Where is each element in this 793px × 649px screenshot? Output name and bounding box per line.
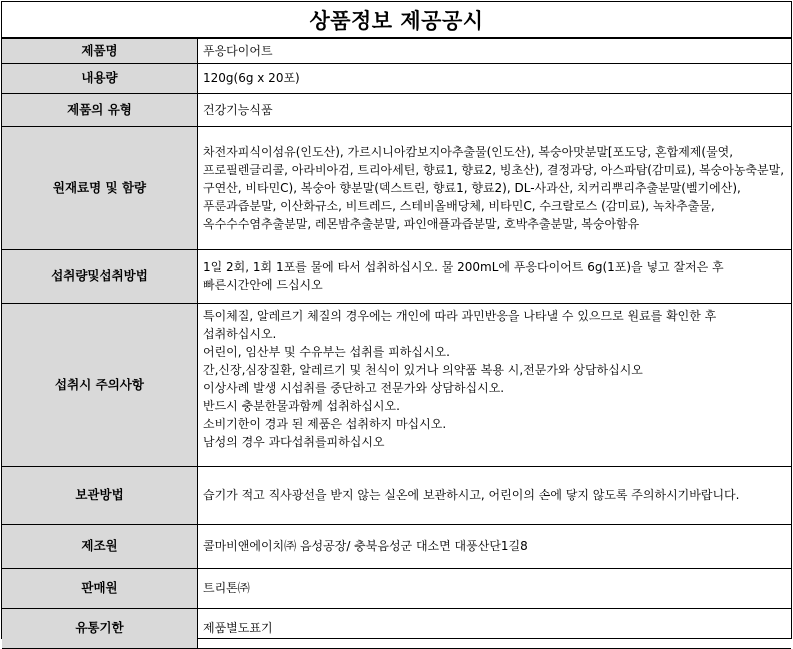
row-label: 원재료명 및 함량 — [2, 126, 198, 249]
row-value: 습기가 적고 직사광선을 받지 않는 실온에 보관하시고, 어린이의 손에 닿지 않도록 주의하시기바랍니다. — [198, 466, 792, 524]
table-row-content-amount — [2, 63, 791, 93]
table-row-ingredients — [2, 126, 791, 249]
row-label: 유통기한 — [2, 608, 198, 648]
precaution-line: 남성의 경우 과다섭취를피하십시오 — [203, 434, 385, 449]
precaution-line: 간,신장,심장질환, 알레르기 및 천식이 있거나 의약품 복용 시,전문가와 상담하십시오 — [203, 362, 643, 377]
precaution-line: 소비기한이 경과 된 제품은 섭취하지 마십시오. — [203, 416, 447, 431]
row-value: 푸응다이어트 — [198, 39, 792, 63]
row-value: 차전자피식이섬유(인도산), 가르시니아캄보지아추출물(인도산), 복숭아맛분말[포도당, 혼합제제(물엿, 프로필렌글리콜, 아라비아검, 트리아세틴, 향료1, 향료2, 빙초산), 결정과당, 아스파탐(감미료), 복숭아농축분말, 구연산, 비타민C), 복숭아 향분말(덱스트린, 향료1, 향료2), DL-사과산, 치커리뿌리추출분말(벨기에산), 푸룬과즙분말, 이산화규소, 비트레드, 스테비올배당체, 비타민C, 수크랄로스 (감미료), 녹차추출물, 옥수수수염추출분말, 레몬밤추출분말, 파인애플과즙분말, 호박추출분말, 복숭아함유 — [198, 126, 792, 249]
row-value: 트리톤㈜ — [198, 568, 792, 608]
row-label: 판매원 — [2, 568, 198, 608]
table-row-product-name — [2, 39, 791, 63]
table-row-storage — [2, 466, 791, 524]
table-row-expiry — [2, 608, 791, 648]
row-value: 120g(6g x 20포) — [198, 63, 792, 93]
row-value: 콜마비앤에이치㈜ 음성공장/ 충북음성군 대소면 대풍산단1길8 — [198, 524, 792, 568]
precaution-line: 반드시 충분한물과함께 섭취하십시오. — [203, 398, 400, 413]
table-row-seller — [2, 568, 791, 608]
precaution-line: 특이체질, 알레르기 체질의 경우에는 개인에 따라 과민반응을 나타낼 수 있으므로 원료를 확인한 후 섭취하십시오. — [203, 308, 717, 341]
table-row-precautions — [2, 303, 791, 466]
row-label: 섭취시 주의사항 — [2, 303, 198, 466]
precaution-line: 이상사례 발생 시섭취를 중단하고 전문가와 상담하십시오. — [203, 380, 505, 395]
row-value — [198, 303, 792, 466]
product-info-table — [2, 39, 791, 649]
table-row-product-type — [2, 93, 791, 126]
table-row-manufacturer — [2, 524, 791, 568]
product-info-sheet — [1, 1, 792, 639]
row-label: 제조원 — [2, 524, 198, 568]
row-value: 건강기능식품 — [198, 93, 792, 126]
row-label: 제품명 — [2, 39, 198, 63]
row-value: 1일 2회, 1회 1포를 물에 타서 섭취하십시오. 물 200mL에 푸응다이어트 6g(1포)을 넣고 잘저은 후 빠른시간안에 드십시오 — [198, 249, 792, 303]
row-label: 섭취량및섭취방법 — [2, 249, 198, 303]
row-label: 제품의 유형 — [2, 93, 198, 126]
table-row-intake-method — [2, 249, 791, 303]
row-label: 보관방법 — [2, 466, 198, 524]
row-label: 내용량 — [2, 63, 198, 93]
row-value: 제품별도표기 — [198, 608, 792, 648]
page-title: 상품정보 제공공시 — [2, 2, 791, 39]
precaution-line: 어린이, 임산부 및 수유부는 섭취를 피하십시오. — [203, 344, 450, 359]
